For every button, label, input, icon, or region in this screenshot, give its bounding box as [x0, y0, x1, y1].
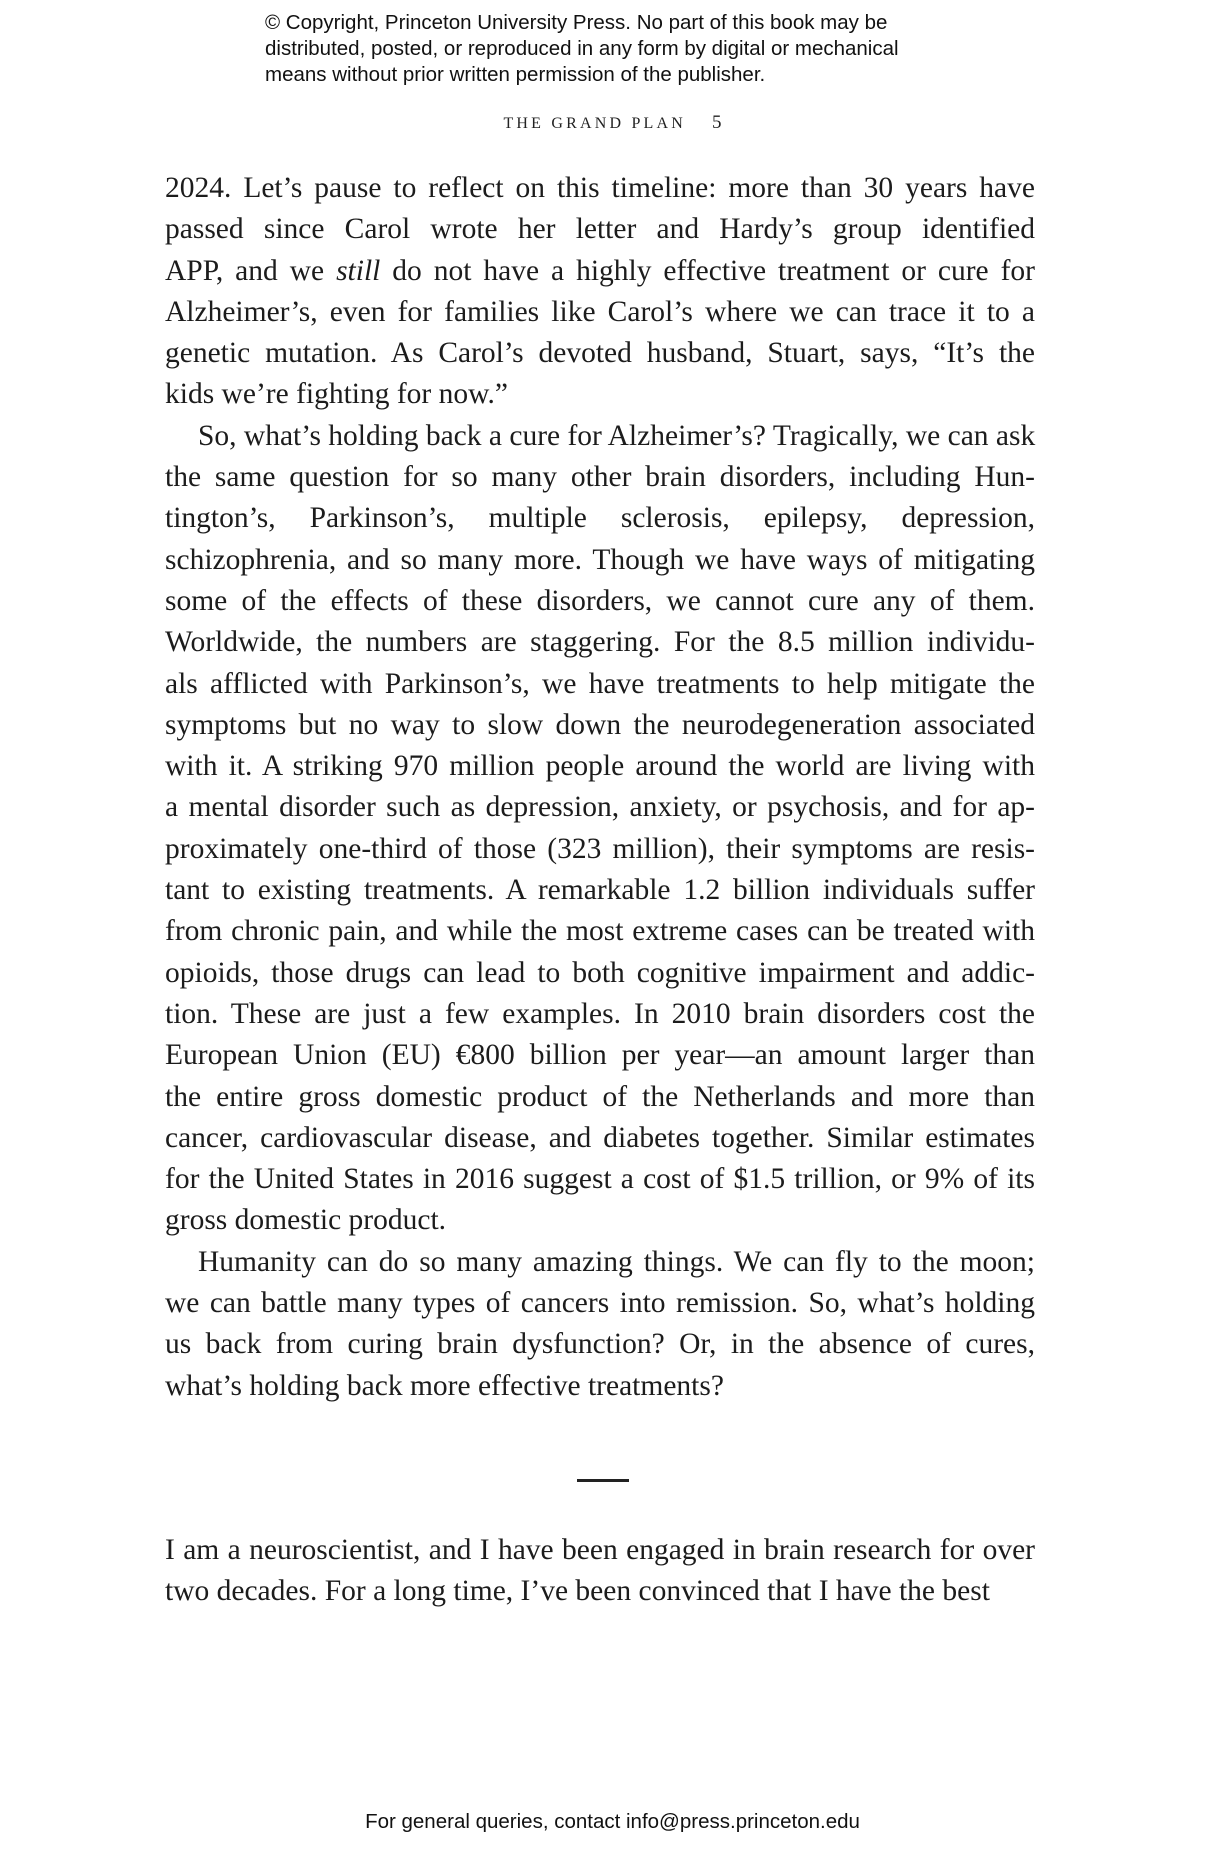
text-line: proximately one-third of those (323 million), their symptoms are resis- — [165, 832, 1035, 865]
text-line: symptoms but no way to slow down the neurodegeneration associated — [165, 708, 1035, 741]
text-line: a mental disorder such as depression, anxiety, or psychosis, and for ap- — [165, 791, 1035, 824]
text-line: tant to existing treatments. A remarkable 1.2 billion individuals suffer — [165, 874, 1035, 907]
copyright-line: © Copyright, Princeton University Press. No part of this book may be — [265, 11, 888, 34]
text-line: schizophrenia, and so many more. Though we have ways of mitigating — [165, 543, 1035, 576]
text-line: with it. A striking 970 million people around the world are living with — [165, 750, 1035, 783]
text-line: als afflicted with Parkinson’s, we have treatments to help mitigate the — [165, 667, 1035, 700]
running-head-title: THE GRAND PLAN — [503, 115, 687, 132]
text-line: gross domestic product. — [165, 1204, 447, 1237]
text-line: for the United States in 2016 suggest a cost of $1.5 trillion, or 9% of its — [165, 1163, 1035, 1196]
text-line: some of the effects of these disorders, we cannot cure any of them. — [165, 584, 1035, 617]
text-line: 2024. Let’s pause to reflect on this timeline: more than 30 years have — [165, 172, 1035, 204]
text-line: kids we’re fighting for now.” — [165, 378, 508, 411]
text-line: tington’s, Parkinson’s, multiple sclerosis, epilepsy, depression, — [165, 502, 1035, 535]
text-line: cancer, cardiovascular disease, and diabetes together. Similar estimates — [165, 1121, 1035, 1154]
text-line: opioids, those drugs can lead to both cognitive impairment and addic- — [165, 956, 1035, 989]
text-line: we can battle many types of cancers into remission. So, what’s holding — [165, 1287, 1035, 1320]
paragraph — [165, 1242, 1035, 1407]
text-line: genetic mutation. As Carol’s devoted husband, Stuart, says, “It’s the — [165, 337, 1035, 370]
text-line: European Union (EU) €800 billion per year—an amount larger than — [165, 1039, 1035, 1072]
paragraph — [165, 416, 1035, 1242]
text-line: two decades. For a long time, I’ve been convinced that I have the best — [165, 1575, 990, 1608]
text-line: passed since Carol wrote her letter and Hardy’s group identified — [165, 213, 1035, 246]
emphasis: still — [336, 254, 381, 287]
copyright-notice — [265, 10, 985, 88]
body-text-after-break — [165, 1530, 1035, 1613]
body-text — [165, 168, 1035, 1407]
text-line: the entire gross domestic product of the Netherlands and more than — [165, 1080, 1035, 1113]
page-number: 5 — [712, 112, 722, 133]
text-line: tion. These are just a few examples. In 2010 brain disorders cost the — [165, 997, 1035, 1030]
paragraph — [165, 1530, 1035, 1613]
copyright-line: distributed, posted, or reproduced in any form by digital or mechanical — [265, 37, 899, 60]
text-line: So, what’s holding back a cure for Alzheimer’s? Tragically, we can ask — [198, 419, 1036, 452]
paragraph — [165, 168, 1035, 416]
footer-contact: For general queries, contact info@press.princeton.edu — [365, 1810, 860, 1833]
text-line: Humanity can do so many amazing things. We can fly to the moon; — [198, 1245, 1035, 1278]
text-line: the same question for so many other brain disorders, including Hun- — [165, 461, 1035, 494]
running-head — [0, 112, 1225, 134]
text-line: from chronic pain, and while the most extreme cases can be treated with — [165, 915, 1035, 948]
section-break-rule — [577, 1479, 629, 1482]
text-line: Worldwide, the numbers are staggering. For the 8.5 million individu- — [165, 626, 1035, 659]
text-line: us back from curing brain dysfunction? Or, in the absence of cures, — [165, 1328, 1035, 1361]
text-line: APP, and we still do not have a highly effective treatment or cure for — [165, 254, 1035, 287]
text-line: Alzheimer’s, even for families like Carol’s where we can trace it to a — [165, 295, 1035, 328]
text-line: what’s holding back more effective treatments? — [165, 1369, 724, 1402]
text-line: I am a neuroscientist, and I have been engaged in brain research for over — [165, 1534, 1035, 1566]
copyright-line: means without prior written permission of the publisher. — [265, 63, 766, 86]
